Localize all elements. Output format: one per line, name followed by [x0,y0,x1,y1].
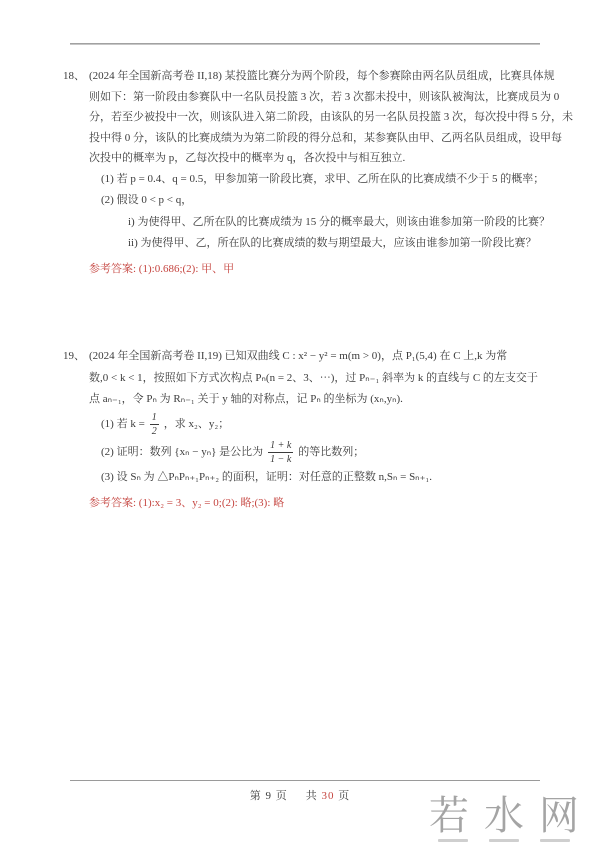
footer-rule [70,780,540,781]
watermark-subtext-bar [489,839,519,842]
question-19-body-line: (2024 年全国新高考卷 II,19) 已知双曲线 C : x² − y² = m(m > 0)，点 P₁(5,4) 在 C 上,k 为常 [89,350,508,362]
question-19-item-1-pre: (1) 若 k = [101,417,145,430]
question-18-body-line: 则如下：第一阶段由参赛队中一名队员投篮 3 次，若 3 次都未投中，则该队被淘汰，比赛成员为 0 [89,90,560,103]
fraction [268,440,293,466]
question-18-item-1: (1) 若 p = 0.4、q = 0.5，甲参加第一阶段比赛，求甲、乙所在队的比赛成绩不少于 5 的概率； [101,172,545,185]
total-pages-suffix: 页 [334,790,351,802]
question-19-content [89,346,543,515]
question-19-item-1 [89,411,543,439]
question-19-body-line: 点 aₙ₋₁，令 Pₙ 为 Rₙ₋₁ 关于 y 轴的对称点，记 Pₙ 的坐标为 (xₙ,yₙ). [89,393,403,405]
watermark-text: 若水网 [429,794,594,838]
current-page-label: 第 9 页 [249,790,288,802]
question-19-item-3: (3) 设 Sₙ 为 △PₙPₙ₊₁Pₙ₊₂ 的面积，证明：对任意的正整数 n,Sₙ = Sₙ₊₁. [101,470,432,483]
fraction-denominator: 2 [151,426,157,437]
question-18-body-line: 投中得 0 分，该队的比赛成绩为为第二阶段的得分总和，某参赛队由甲、乙两名队员组成，设甲每 [89,131,562,144]
fraction-numerator: 1 [150,412,159,426]
question-19-item-1-post: ，求 x₂、y₂； [163,417,230,430]
fraction-denominator: 1 − k [270,454,292,465]
fraction-numerator: 1 + k [268,440,293,454]
total-pages-prefix: 共 [305,790,322,802]
watermark-subtext [438,839,570,842]
question-18-subitem-ii: ii) 为使得甲、乙，所在队的比赛成绩的数与期望最大，应该由谁参加第一阶段比赛？ [128,237,537,249]
question-19-reference-answer: 参考答案: (1):x₂ = 3、y₂ = 0;(2): 略;(3): 略 [89,497,285,509]
watermark-subtext-bar [540,839,570,842]
watermark-subtext-bar [438,839,468,842]
question-19-body-line: 数,0 < k < 1，按照如下方式次构点 Pₙ(n = 2、3、⋯)，过 Pₙ₋₁ 斜率为 k 的直线与 C 的左支交于 [89,371,538,384]
question-18-content [89,66,573,279]
fraction [150,412,159,438]
question-18-reference-answer: 参考答案: (1):0.686;(2): 甲、甲 [89,262,235,275]
question-18-body-line: 次投中的概率为 p，乙每次投中的概率为 q，各次投中与相互独立. [89,152,406,164]
question-19 [63,346,543,515]
question-18-subitem-i: i) 为使得甲、乙所在队的比赛成绩为 15 分的概率最大，则该由谁参加第一阶段的比赛？ [128,215,550,228]
question-18-body-line: (2024 年全国新高考卷 II,18) 某投篮比赛分为两个阶段，每个参赛除由两名队员组成，比赛具体规 [89,70,555,82]
question-19-item-2 [89,439,543,467]
question-18-body-line: 分，若至少被投中一次，则该队进入第二阶段，由该队的另一名队员投篮 3 次，每次投中得 5 分，未 [89,111,573,123]
question-18 [63,66,573,279]
top-rule [70,43,540,45]
question-19-item-2-post: 的等比数列； [298,445,365,458]
total-pages-count: 30 [321,790,335,802]
question-19-number: 19、 [63,350,85,362]
question-18-number: 18、 [63,70,85,82]
question-18-item-2: (2) 假设 0 < p < q， [101,194,193,206]
question-19-item-2-pre: (2) 证明：数列 {xₙ − yₙ} 是公比为 [101,445,264,458]
